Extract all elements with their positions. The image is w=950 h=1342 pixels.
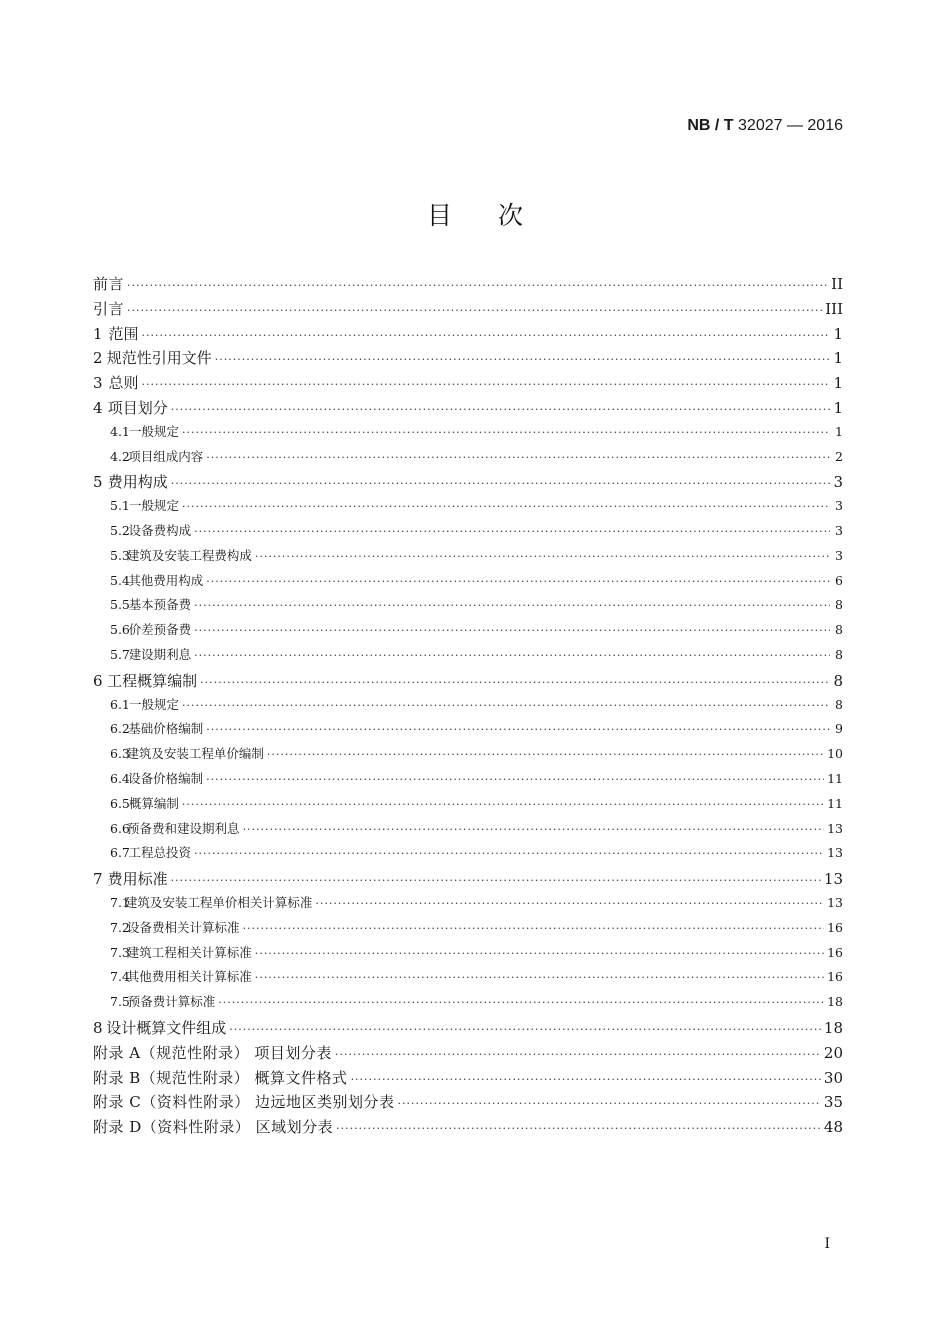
toc-entry[interactable] [93,273,843,298]
toc-entry-number: 4.2 [110,448,130,464]
toc-entry-number: 3 [93,374,103,393]
toc-leader-dots [398,1097,821,1110]
toc-leader-dots [127,279,828,292]
toc-entry-page: 20 [823,1043,843,1062]
toc-entry-label: 工程总投资 [128,845,191,861]
toc-entry-label: 工程概算编制 [107,671,198,690]
toc-entry[interactable] [93,1116,843,1141]
toc-entry-label: 项目划分 [107,398,168,417]
toc-entry-page: 18 [827,994,843,1010]
toc-entry-number: 7.2 [110,919,130,935]
toc-leader-dots [194,649,830,662]
toc-leader-dots [127,304,822,317]
toc-entry-label: 建筑及安装工程单价相关计算标准 [124,894,313,910]
toc-entry-page: 8 [835,597,843,613]
toc-leader-dots [141,329,830,342]
toc-leader-dots [255,971,824,984]
toc-entry-page: 6 [835,572,843,588]
toc-entry-label: 设备费构成 [128,522,192,538]
table-of-contents [93,273,843,1141]
toc-leader-dots [141,378,830,391]
toc-entry[interactable] [93,571,843,596]
toc-entry-number: 6.1 [110,696,130,712]
toc-entry-label: 一般规定 [128,423,179,439]
toc-entry[interactable] [93,546,843,571]
toc-leader-dots [351,1073,821,1086]
toc-entry-number: 5.5 [110,597,130,613]
toc-entry-page: 13 [827,894,843,910]
standard-code [687,117,843,135]
toc-entry[interactable] [93,819,843,844]
standard-code-prefix: NB / T [687,117,734,134]
toc-leader-dots [194,847,824,860]
toc-entry[interactable] [93,744,843,769]
toc-entry-number: 7.1 [110,894,130,910]
toc-entry-label: 价差预备费 [128,622,192,638]
toc-entry-page: 13 [827,845,843,861]
toc-entry-page: 1 [833,324,843,343]
toc-leader-dots [255,550,830,563]
toc-entry-number: 5.6 [110,622,130,638]
toc-entry[interactable] [93,893,843,918]
toc-entry-label: 基本预备费 [128,597,192,613]
toc-entry-page: 8 [833,671,843,690]
toc-entry-label: 附录 B（规范性附录） 概算文件格式 [93,1068,348,1087]
toc-entry-label: 一般规定 [128,696,179,712]
toc-leader-dots [206,773,824,786]
toc-entry-label: 设备价格编制 [128,770,204,786]
toc-entry-label: 预备费和建设期利息 [127,820,240,836]
toc-leader-dots [194,599,830,612]
toc-entry-label: 一般规定 [128,498,179,514]
toc-leader-dots [243,823,825,836]
toc-entry-label: 其他费用构成 [128,572,204,588]
toc-entry-number: 6 [93,671,103,690]
toc-leader-dots [171,874,821,887]
toc-entry-page: 3 [835,522,843,538]
toc-entry-number: 7 [93,870,103,889]
toc-entry[interactable] [93,1017,843,1042]
toc-entry-label: 总则 [108,374,139,393]
toc-entry-page: 1 [833,349,843,368]
toc-entry-number: 2 [93,349,103,368]
toc-entry[interactable] [93,422,843,447]
toc-entry-number: 6.3 [110,746,130,762]
toc-leader-dots [206,451,830,464]
toc-entry-number: 8 [93,1018,103,1037]
toc-entry-page: 30 [823,1068,843,1087]
toc-entry[interactable] [93,670,843,695]
toc-entry-page: 3 [835,547,843,563]
toc-entry-page: 3 [833,473,843,492]
toc-entry-page: 13 [823,870,843,889]
toc-entry-page: 8 [835,646,843,662]
toc-leader-dots [336,1122,821,1135]
toc-entry[interactable] [93,323,843,348]
toc-entry[interactable] [93,298,843,323]
toc-entry[interactable] [93,496,843,521]
toc-entry-page: 11 [827,770,843,786]
toc-leader-dots [182,798,824,811]
toc-leader-dots [182,500,830,513]
toc-entry[interactable] [93,1067,843,1092]
toc-entry[interactable] [93,943,843,968]
toc-entry-number: 5.7 [110,646,130,662]
toc-entry-number: 5.4 [110,572,130,588]
toc-entry-number: 7.5 [110,994,130,1010]
toc-entry[interactable] [93,471,843,496]
toc-entry-label: 建筑及安装工程费构成 [126,547,252,563]
toc-entry-page: 8 [835,696,843,712]
toc-leader-dots [218,996,824,1009]
toc-leader-dots [335,1048,821,1061]
toc-leader-dots [171,403,830,416]
toc-entry[interactable] [93,992,843,1017]
toc-leader-dots [171,477,830,490]
toc-leader-dots [315,897,824,910]
toc-entry-page: 13 [827,820,843,836]
toc-entry-number: 5.1 [110,498,130,514]
toc-entry-number: 1 [93,324,103,343]
toc-entry-label: 设备费相关计算标准 [127,919,240,935]
toc-entry[interactable] [93,843,843,868]
toc-entry[interactable] [93,1042,843,1067]
toc-entry-number: 6.7 [110,845,130,861]
toc-entry-page: 9 [835,721,843,737]
toc-entry-number: 5 [93,473,103,492]
toc-entry-label: 建筑工程相关计算标准 [126,944,252,960]
toc-leader-dots [194,624,830,637]
toc-entry-page: 16 [827,969,843,985]
toc-entry-page: 11 [827,795,843,811]
footer-page-number: I [824,1236,830,1252]
toc-entry-number: 4 [93,398,103,417]
toc-leader-dots [206,575,830,588]
toc-entry-label: 附录 A（规范性附录） 项目划分表 [93,1043,332,1062]
toc-entry-label: 设计概算文件组成 [106,1018,227,1037]
toc-leader-dots [243,922,825,935]
toc-entry-page: II [831,275,843,293]
toc-entry[interactable] [93,347,843,372]
toc-entry-label: 费用构成 [107,473,168,492]
toc-entry[interactable] [93,794,843,819]
toc-entry-label: 基础价格编制 [128,721,204,737]
toc-entry[interactable] [93,1091,843,1116]
toc-entry[interactable] [93,769,843,794]
toc-entry-page: 3 [835,498,843,514]
toc-entry-number: 6.5 [110,795,130,811]
toc-entry[interactable] [93,372,843,397]
toc-entry-label: 项目组成内容 [128,448,204,464]
toc-leader-dots [255,947,824,960]
toc-entry-number: 6.2 [110,721,130,737]
toc-entry-page: 10 [827,746,843,762]
toc-entry-page: 16 [827,944,843,960]
toc-leader-dots [182,699,830,712]
toc-leader-dots [206,723,830,736]
toc-entry[interactable] [93,521,843,546]
toc-leader-dots [200,676,830,689]
toc-entry[interactable] [93,645,843,670]
toc-entry-page: 1 [833,398,843,417]
toc-entry-label: 规范性引用文件 [106,349,212,368]
toc-leader-dots [215,353,830,366]
toc-entry-page: 18 [823,1018,843,1037]
toc-leader-dots [182,426,830,439]
toc-entry-label: 其他费用相关计算标准 [126,969,252,985]
toc-entry[interactable] [93,967,843,992]
toc-entry[interactable] [93,868,843,893]
toc-entry-label: 费用标准 [107,870,168,889]
toc-entry-label: 附录 D（资料性附录） 区域划分表 [93,1118,334,1137]
toc-entry[interactable] [93,620,843,645]
toc-entry-page: 35 [823,1093,843,1112]
toc-leader-dots [229,1023,821,1036]
toc-entry-label: 概算编制 [128,795,179,811]
toc-entry-label: 附录 C（资料性附录） 边远地区类别划分表 [93,1093,395,1112]
toc-entry-label: 建设期利息 [128,646,192,662]
toc-entry-page: 2 [835,448,843,464]
toc-entry-label: 引言 [93,299,125,318]
toc-entry-number: 7.4 [110,969,130,985]
toc-entry-number: 4.1 [110,423,130,439]
toc-entry-number: 6.4 [110,770,130,786]
toc-entry-label: 范围 [108,324,139,343]
toc-entry[interactable] [93,695,843,720]
toc-entry-number: 5.3 [110,547,130,563]
toc-entry-page: 1 [833,374,843,393]
toc-entry-label: 预备费计算标准 [127,994,216,1010]
toc-entry-number: 5.2 [110,522,130,538]
toc-entry[interactable] [93,719,843,744]
toc-entry-page: 16 [827,919,843,935]
toc-entry-page: III [825,299,843,318]
toc-entry-page: 1 [835,423,843,439]
standard-code-number: 32027 — 2016 [738,117,843,134]
toc-entry-page: 8 [835,622,843,638]
toc-entry[interactable] [93,397,843,422]
toc-entry[interactable] [93,595,843,620]
toc-entry-number: 6.6 [110,820,130,836]
toc-entry-label: 建筑及安装工程单价编制 [126,746,264,762]
toc-entry[interactable] [93,447,843,472]
toc-leader-dots [267,748,824,761]
page-title: 目次 [426,201,569,230]
toc-entry-page: 48 [823,1118,843,1137]
toc-entry-label: 前言 [93,275,125,293]
toc-leader-dots [194,525,830,538]
toc-entry[interactable] [93,918,843,943]
toc-entry-number: 7.3 [110,944,130,960]
